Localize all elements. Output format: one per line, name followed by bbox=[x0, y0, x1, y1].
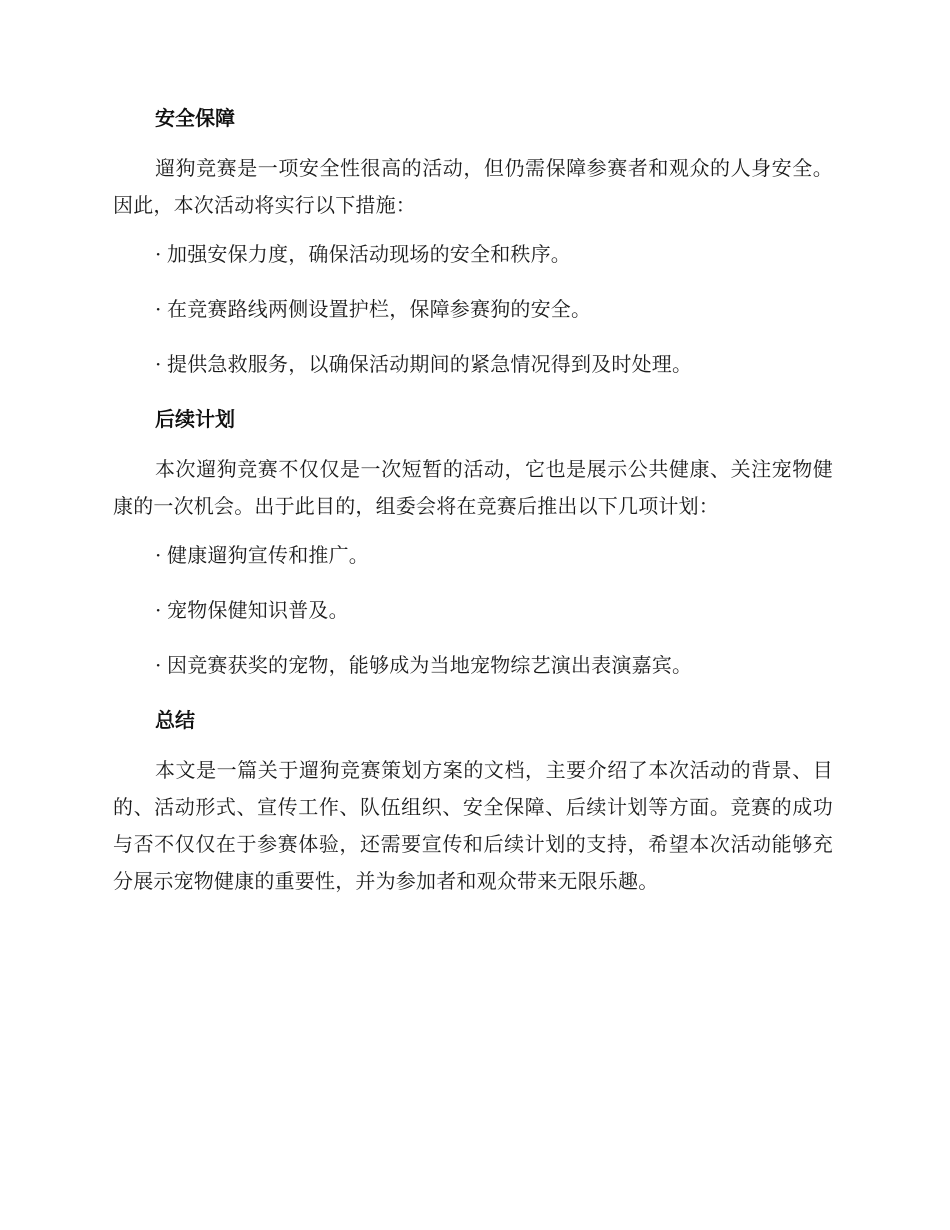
section-summary bbox=[113, 706, 833, 900]
bullet-item bbox=[155, 350, 833, 378]
bullet-text: 提供急救服务，以确保活动期间的紧急情况得到及时处理。 bbox=[167, 352, 693, 376]
bullet-symbol: · bbox=[155, 653, 162, 677]
bullet-text: 宠物保健知识普及。 bbox=[167, 598, 349, 622]
bullet-symbol: · bbox=[155, 598, 162, 622]
bullet-symbol: · bbox=[155, 242, 162, 266]
section-heading: 后续计划 bbox=[155, 407, 235, 431]
bullet-item bbox=[155, 240, 833, 268]
bullet-symbol: · bbox=[155, 352, 162, 376]
bullet-text: 因竞赛获奖的宠物，能够成为当地宠物综艺演出表演嘉宾。 bbox=[167, 653, 693, 677]
section-heading: 安全保障 bbox=[155, 106, 235, 130]
section-safety bbox=[113, 104, 833, 378]
bullet-item bbox=[155, 596, 833, 624]
bullet-item bbox=[155, 295, 833, 323]
bullet-item bbox=[155, 651, 833, 679]
bullet-text: 在竞赛路线两侧设置护栏，保障参赛狗的安全。 bbox=[167, 297, 592, 321]
section-paragraph: 本文是一篇关于遛狗竞赛策划方案的文档，主要介绍了本次活动的背景、目的、活动形式、宣传工作、队伍组织、安全保障、后续计划等方面。竞赛的成功与否不仅仅在于参赛体验，还需要宣传和后续计划的支持，希望本次活动能够充分展示宠物健康的重要性，并为参加者和观众带来无限乐趣。 bbox=[113, 758, 833, 893]
bullet-item bbox=[155, 541, 833, 569]
section-paragraph: 遛狗竞赛是一项安全性很高的活动，但仍需保障参赛者和观众的人身安全。因此，本次活动将实行以下措施： bbox=[113, 156, 833, 217]
section-follow-up bbox=[113, 405, 833, 679]
section-paragraph: 本次遛狗竞赛不仅仅是一次短暂的活动，它也是展示公共健康、关注宠物健康的一次机会。出于此目的，组委会将在竞赛后推出以下几项计划： bbox=[113, 457, 833, 518]
bullet-symbol: · bbox=[155, 297, 162, 321]
section-heading: 总结 bbox=[155, 708, 195, 732]
bullet-symbol: · bbox=[155, 543, 162, 567]
document-page bbox=[113, 104, 833, 916]
bullet-text: 健康遛狗宣传和推广。 bbox=[167, 543, 369, 567]
bullet-text: 加强安保力度，确保活动现场的安全和秩序。 bbox=[167, 242, 571, 266]
